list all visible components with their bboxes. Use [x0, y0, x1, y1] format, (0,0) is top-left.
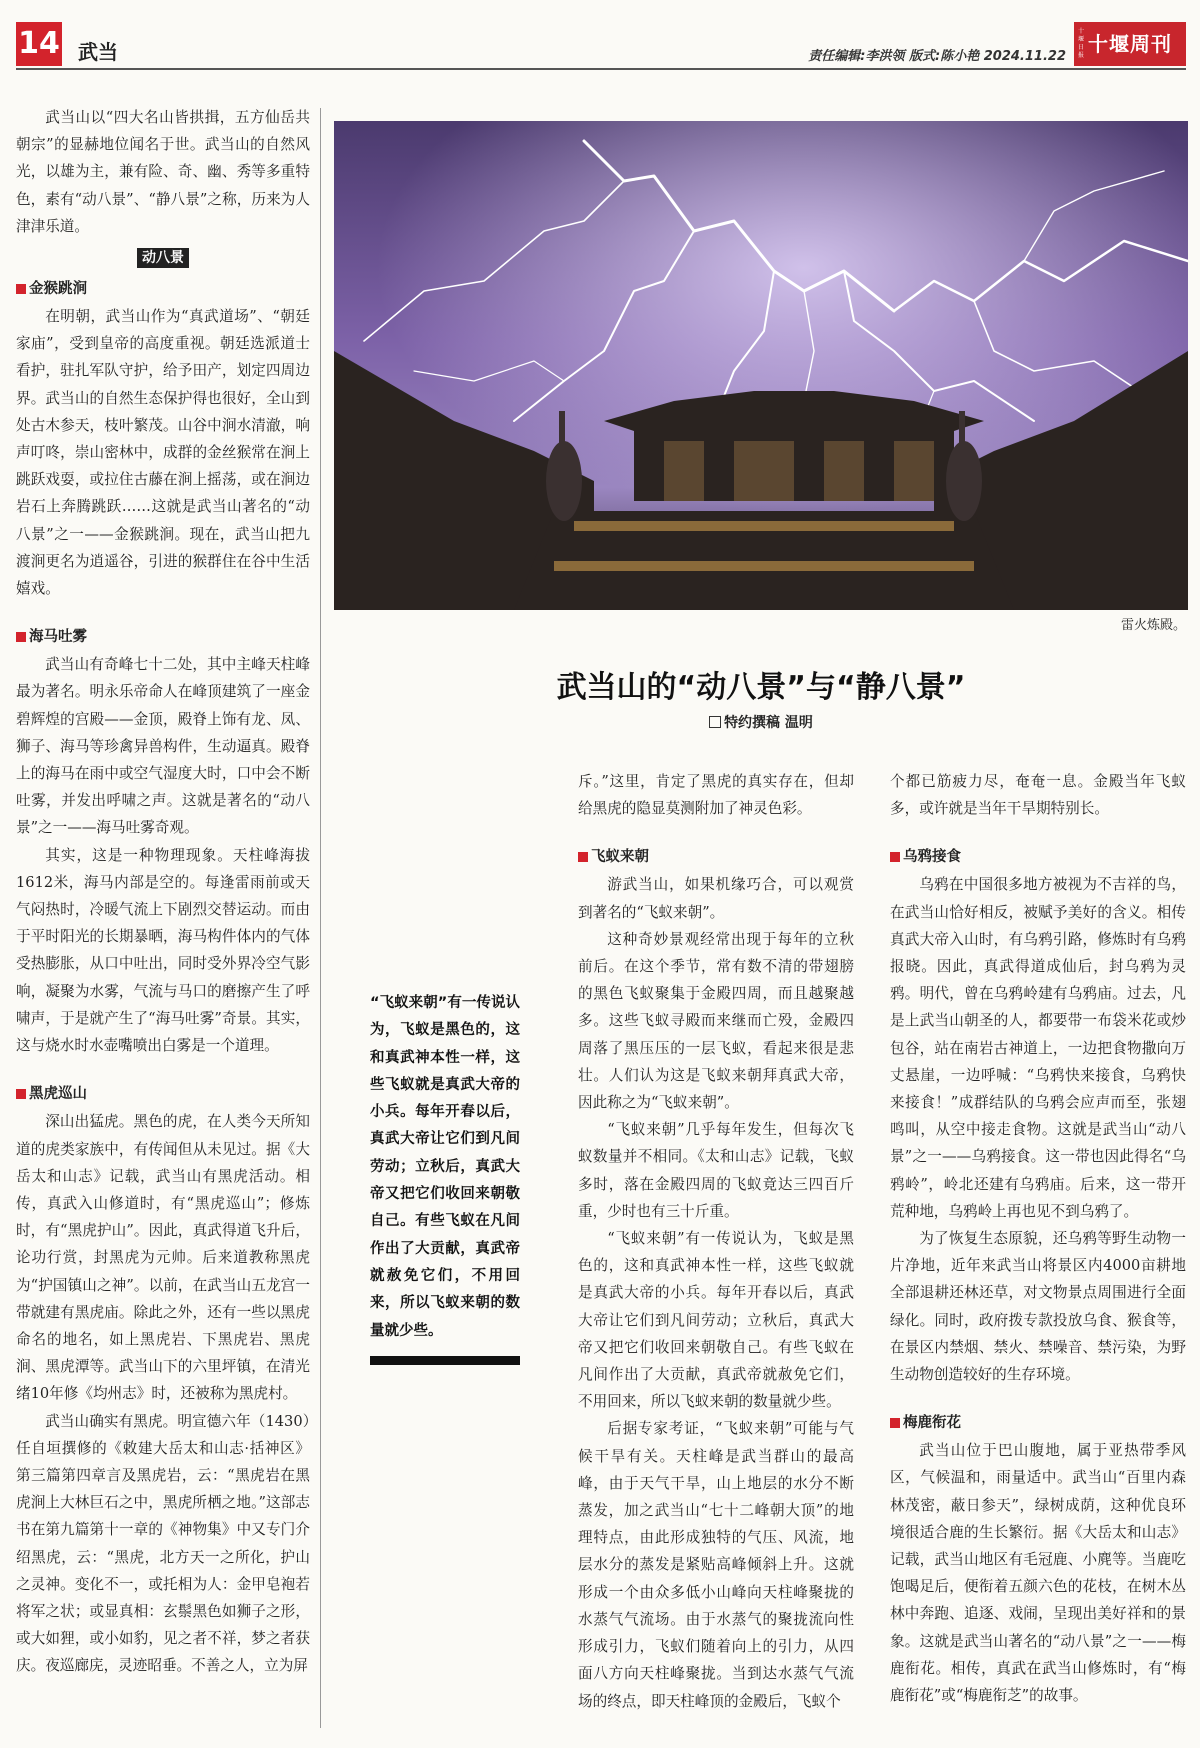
subhead-heihu: 黑虎巡山 [16, 1081, 310, 1108]
subhead-feiyi: 飞蚁来朝 [578, 844, 854, 871]
page-header [0, 0, 1200, 78]
paragraph: 在明朝，武当山作为“真武道场”、“朝廷家庙”，受到皇帝的高度重视。朝廷选派道士看护，驻扎军队守护，给予田产，划定四周边界。武当山的自然生态保护得也很好，全山到处古木参天，枝叶繁茂。山谷中涧水清澈，响声叮咚，崇山密林中，成群的金丝猴常在涧上跳跃戏耍，或拉住古藤在涧上摇荡，或在涧边岩石上奔腾跳跃……这就是武当山著名的“动八景”之一——金猴跳涧。现在，武当山把九渡涧更名为逍遥谷，引进的猴群住在谷中生活嬉戏。 [16, 308, 310, 598]
subhead-haima: 海马吐雾 [16, 624, 310, 651]
header-rule [16, 68, 1186, 70]
pull-quote: “飞蚁来朝”有一传说认为，飞蚁是黑色的，这和真武神本性一样，这些飞蚁就是真武大帝的小兵。每年开春以后，真武大帝让它们到凡间劳动；立秋后，真武大帝又把它们收回来朝敬自己。有些飞蚁在凡间作出了大贡献，真武帝就赦免它们，不用回来，所以飞蚁来朝的数量就少些。 [370, 995, 520, 1339]
page-number: 14 [16, 22, 62, 66]
subhead-jinhou: 金猴跳涧 [16, 276, 310, 303]
paragraph: 武当山确实有黑虎。明宣德六年（1430）任自垣撰修的《敕建大岳太和山志·括神区》第三篇第四章言及黑虎岩，云：“黑虎岩在黑虎涧上大林巨石之中，黑虎所栖之地。”这部志书在第九篇第十一章的《神物集》中又专门介绍黑虎，云：“黑虎，北方天一之所化，护山之灵神。变化不一，或托相为人：金甲皂袍若将军之状；或显真相：玄鬃黑色如狮子之形，或大如狸，或小如豹，见之者不祥，梦之者获庆。夜巡廊庑，灵迹昭垂。不善之人，立为屏 [16, 1412, 310, 1675]
paragraph: 游武当山，如果机缘巧合，可以观赏到著名的“飞蚁来朝”。 [578, 876, 854, 921]
lightning-temple-photo [334, 121, 1188, 610]
column-3 [578, 768, 854, 1715]
masthead-text: 十堰周刊 [1088, 32, 1172, 56]
article-byline [334, 712, 1188, 732]
masthead-logo [1074, 22, 1186, 66]
photo-caption: 雷火炼殿。 [1120, 618, 1186, 633]
paragraph: 武当山有奇峰七十二处，其中主峰天柱峰最为著名。明永乐帝命人在峰顶建筑了一座金碧辉煌的宫殿——金顶，殿脊上饰有龙、凤、狮子、海马等珍禽异兽构件，生动逼真。殿脊上的海马在雨中或空气湿度大时，口中会不断吐雾，并发出呼啸之声。这就是著名的“动八景”之一——海马吐雾奇观。 [16, 656, 310, 837]
column-divider [320, 108, 321, 1728]
paragraph: 斥。”这里，肯定了黑虎的真实存在，但却给黑虎的隐显莫测附加了神灵色彩。 [578, 773, 854, 818]
paragraph: 后据专家考证，“飞蚁来朝”可能与气候干旱有关。天柱峰是武当群山的最高峰，由于天气干旱，山上地层的水分不断蒸发，加之武当山“七十二峰朝大顶”的地理特点，由此形成独特的气压、风流，地层水分的蒸发是紧贴高峰倾斜上升。这就形成一个由众多低小山峰向天柱峰聚拢的水蒸气气流场。由于水蒸气的聚拢流向性形成引力，飞蚁们随着向上的引力，从四面八方向天柱峰聚拢。当到达水蒸气气流场的终点，即天柱峰顶的金殿后，飞蚁个 [578, 1420, 854, 1710]
paragraph: 个都已筋疲力尽，奄奄一息。金殿当年飞蚁多，或许就是当年干旱期特别长。 [890, 773, 1186, 818]
paragraph: “飞蚁来朝”几乎每年发生，但每次飞蚁数量并不相同。《太和山志》记载，飞蚁多时，落在金殿四周的飞蚁竟达三四百斤重，少时也有三十斤重。 [578, 1121, 854, 1220]
column-1 [16, 104, 310, 1680]
paragraph: 武当山位于巴山腹地，属于亚热带季风区，气候温和，雨量适中。武当山“百里内森林茂密，蔽日参天”，绿树成荫，这种优良环境很适合鹿的生长繁衍。据《大岳太和山志》记载，武当山地区有毛冠鹿、小麂等。当鹿吃饱喝足后，便衔着五颜六色的花枝，在树木丛林中奔跑、追逐、戏闹，呈现出美好祥和的景象。这就是武当山著名的“动八景”之一——梅鹿衔花。相传，真武在武当山修炼时，有“梅鹿衔花”或“梅鹿衔芝”的故事。 [890, 1442, 1186, 1705]
intro-paragraph: 武当山以“四大名山皆拱揖，五方仙岳共朝宗”的显赫地位闻名于世。武当山的自然风光，以雄为主，兼有险、奇、幽、秀等多重特色，素有“动八景”、“静八景”之称，历来为人津津乐道。 [16, 109, 310, 235]
byline-text: 特约撰稿 温明 [724, 715, 813, 731]
paragraph: 乌鸦在中国很多地方被视为不吉祥的鸟，在武当山恰好相反，被赋予美好的含义。相传真武大帝入山时，有乌鸦引路，修炼时有乌鸦报晓。因此，真武得道成仙后，封乌鸦为灵鸦。明代，曾在乌鸦岭建有乌鸦庙。过去，凡是上武当山朝圣的人，都要带一布袋米花或炒包谷，站在南岩古神道上，一边把食物撒向万丈悬崖，一边呼喊：“乌鸦快来接食，乌鸦快来接食！”成群结队的乌鸦会应声而至，张翅鸣叫，从空中接走食物。这就是武当山“动八景”之一——乌鸦接食。这一带也因此得名“乌鸦岭”，岭北还建有乌鸦庙。后来，这一带开荒种地，乌鸦岭上再也见不到乌鸦了。 [890, 876, 1186, 1220]
masthead-small-text: 十堰日报 [1078, 28, 1086, 59]
column-4 [890, 768, 1186, 1709]
paragraph: 深山出猛虎。黑色的虎，在人类今天所知道的虎类家族中，有传闻但从未见过。据《大岳太和山志》记载，武当山有黑虎活动。相传，真武入山修道时，有“黑虎巡山”；修炼时，有“黑虎护山”。因此，真武得道飞升后，论功行赏，封黑虎为元帅。后来道教称黑虎为“护国镇山之神”。以前，在武当山五龙宫一带就建有黑虎庙。除此之外，还有一些以黑虎命名的地名，如上黑虎岩、下黑虎岩、黑虎涧、黑虎潭等。武当山下的六里坪镇，在清光绪10年修《均州志》时，还被称为黑虎村。 [16, 1113, 310, 1403]
subhead-meilu: 梅鹿衔花 [890, 1410, 1186, 1437]
dong-ba-jing-tag: 动八景 [137, 248, 189, 268]
subhead-wuya: 乌鸦接食 [890, 844, 1186, 871]
pull-quote-bar [370, 1356, 520, 1365]
article-headline: 武当山的“动八景”与“静八景” [556, 670, 966, 705]
section-title: 武当 [78, 40, 118, 64]
paragraph: “飞蚁来朝”有一传说认为，飞蚁是黑色的，这和真武神本性一样，这些飞蚁就是真武大帝的小兵。每年开春以后，真武大帝让它们到凡间劳动；立秋后，真武大帝又把它们收回来朝敬自己。有些飞蚁在凡间作出了大贡献，真武帝就赦免它们，不用回来，所以飞蚁来朝的数量就少些。 [578, 1230, 854, 1411]
editor-credits: 责任编辑:李洪领 版式:陈小艳 2024.11.22 [808, 49, 1066, 64]
byline-box-icon [709, 716, 721, 728]
paragraph: 其实，这是一种物理现象。天柱峰海拔1612米，海马内部是空的。每逢雷雨前或天气闷热时，冷暖气流上下剧烈交替运动。而由于平时阳光的长期暴晒，海马构件体内的气体受热膨胀，从口中吐出，同时受外界冷空气影响，凝聚为水雾，气流与马口的磨擦产生了呼啸声，于是就产生了“海马吐雾”奇景。其实，这与烧水时水壶嘴喷出白雾是一个道理。 [16, 846, 310, 1055]
paragraph: 这种奇妙景观经常出现于每年的立秋前后。在这个季节，常有数不清的带翅膀的黑色飞蚁聚集于金殿四周，而且越聚越多。这些飞蚁寻殿而来继而亡殁，金殿四周落了黑压压的一层飞蚁，看起来很是悲壮。人们认为这是飞蚁来朝拜真武大帝，因此称之为“飞蚁来朝”。 [578, 930, 854, 1112]
lightning-temple-illustration [334, 121, 1188, 610]
paragraph: 为了恢复生态原貌，还乌鸦等野生动物一片净地，近年来武当山将景区内4000亩耕地全部退耕还林还草，对文物景点周围进行全面绿化。同时，政府拨专款投放乌食、猴食等，在景区内禁烟、禁火、禁噪音、禁污染，为野生动物创造较好的生存环境。 [890, 1230, 1186, 1384]
